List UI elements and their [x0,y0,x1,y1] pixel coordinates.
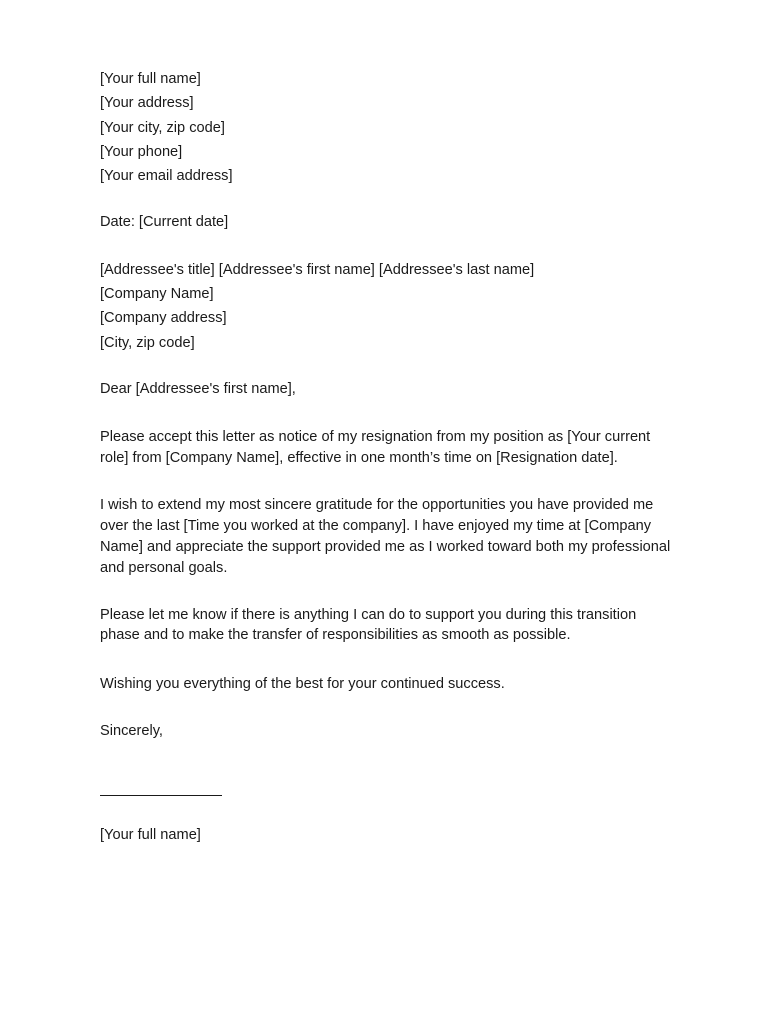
sender-city-zip: [Your city, zip code] [100,119,225,136]
recipient-name-line: [Addressee's title] [Addressee's first name] [Addressee's last name] [100,261,535,278]
date-block [100,210,680,234]
date-line: Date: [Current date] [100,214,229,231]
body-paragraph-1: Please accept this letter as notice of my resignation from my position as [Your current role] from [Company Name], effective in one month’s time on [Resignation date]. [100,428,651,466]
sender-block [100,67,680,188]
body-paragraph-3: Please let me know if there is anything I can do to support you during this transition phase and to make the transfer of responsibilities as smooth as possible. [100,606,637,644]
body-paragraph-2: I wish to extend my most sincere gratitude for the opportunities you have provided me over the last [Time you worked at the company]. I have enjoyed my time at [Company Name] and appreciate the support provided me as I worked toward both my professional and personal goals. [100,497,671,576]
body-paragraph-4: Wishing you everything of the best for your continued success. [100,676,505,693]
sender-phone: [Your phone] [100,143,183,160]
salutation: Dear [Addressee's first name], [100,380,296,397]
closing: Sincerely, [100,722,163,739]
recipient-company: [Company Name] [100,286,214,303]
recipient-block [100,258,680,355]
letter-page [100,67,680,846]
sender-email: [Your email address] [100,168,233,185]
recipient-company-address: [Company address] [100,310,227,327]
signature-line [100,795,222,796]
sender-name: [Your full name] [100,71,201,87]
signature-name: [Your full name] [100,826,201,843]
sender-address: [Your address] [100,95,194,112]
recipient-city-zip: [City, zip code] [100,334,195,351]
